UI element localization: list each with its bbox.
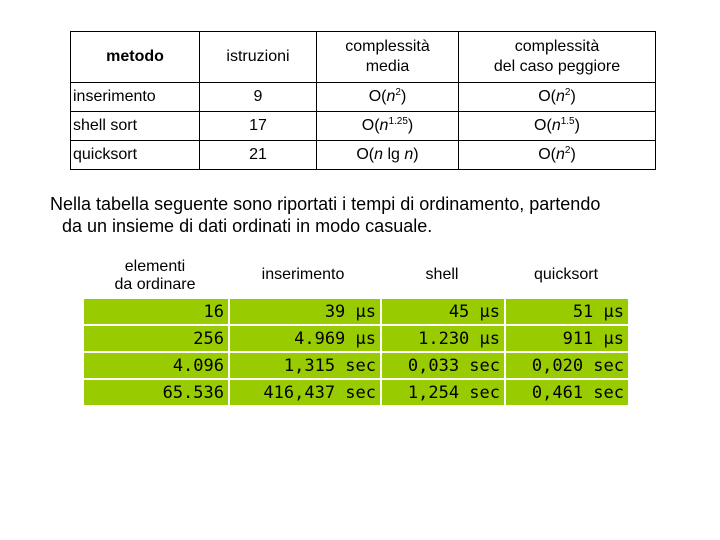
shell-time-cell: 1,254 sec [381, 379, 505, 406]
header-metodo: metodo [71, 32, 200, 83]
complexity-suffix: ) [407, 117, 414, 134]
complexity-suffix: ) [413, 146, 419, 163]
complexity-exponent: 2 [395, 87, 401, 98]
table-row [71, 141, 656, 170]
shell-time-cell: 1.230 µs [381, 325, 505, 352]
complexity-var: n [555, 146, 565, 163]
instructions-cell: 21 [200, 141, 317, 170]
complexity-prefix: O( [534, 117, 552, 134]
quicksort-time-cell: 0,020 sec [505, 352, 629, 379]
description-paragraph [50, 193, 690, 237]
shell-time-cell: 0,033 sec [381, 352, 505, 379]
header-complessita-peggiore: complessità del caso peggiore [459, 32, 656, 83]
method-cell: inserimento [71, 83, 200, 112]
header-istruzioni: istruzioni [200, 32, 317, 83]
method-cell: quicksort [71, 141, 200, 170]
size-cell: 65.536 [83, 379, 229, 406]
instructions-cell: 9 [200, 83, 317, 112]
complexity-var: n [379, 117, 389, 134]
table-row [83, 379, 629, 406]
complexity-table [70, 31, 656, 170]
header-elementi: elementi da ordinare [114, 258, 196, 293]
worst-complexity-cell [459, 112, 656, 141]
timing-table-header [82, 256, 632, 300]
insertion-time-cell: 4.969 µs [229, 325, 381, 352]
complexity-exponent: 2 [564, 145, 571, 156]
complexity-suffix: ) [574, 117, 580, 134]
complexity-prefix: O( [368, 88, 387, 105]
complexity-log: lg [383, 146, 405, 163]
quicksort-time-cell: 51 µs [505, 299, 629, 325]
table-row [83, 299, 629, 325]
header-complessita-media: complessità media [317, 32, 459, 83]
worst-complexity-cell [459, 141, 656, 170]
table-row [71, 83, 656, 112]
quicksort-time-cell: 0,461 sec [505, 379, 629, 406]
complexity-var: n [386, 88, 396, 105]
complexity-exponent: 1.5 [560, 116, 575, 127]
shell-time-cell: 45 µs [381, 299, 505, 325]
insertion-time-cell: 416,437 sec [229, 379, 381, 406]
insertion-time-cell: 39 µs [229, 299, 381, 325]
method-cell: shell sort [71, 112, 200, 141]
worst-complexity-cell [459, 83, 656, 112]
insertion-time-cell: 1,315 sec [229, 352, 381, 379]
table-row [83, 325, 629, 352]
header-shell: shell [425, 266, 459, 283]
avg-complexity-cell [317, 141, 459, 170]
complexity-exponent: 1.25 [388, 116, 408, 127]
header-inserimento: inserimento [261, 266, 345, 283]
complexity-var: n [374, 146, 384, 163]
table-row [71, 112, 656, 141]
quicksort-time-cell: 911 µs [505, 325, 629, 352]
instructions-cell: 17 [200, 112, 317, 141]
timing-table [82, 299, 630, 407]
complexity-prefix: O( [361, 117, 380, 134]
complexity-header-row [71, 32, 656, 83]
complexity-var: n [551, 117, 561, 134]
complexity-suffix: ) [570, 88, 576, 105]
avg-complexity-cell [317, 112, 459, 141]
complexity-prefix: O( [538, 88, 556, 105]
complexity-prefix: O( [356, 146, 375, 163]
header-quicksort: quicksort [533, 266, 599, 283]
avg-complexity-cell [317, 83, 459, 112]
paragraph-line-2: da un insieme di dati ordinati in modo casuale. [62, 216, 433, 236]
complexity-suffix: ) [570, 146, 576, 163]
complexity-var: n [404, 146, 414, 163]
complexity-exponent: 2 [564, 87, 571, 98]
paragraph-line-1: Nella tabella seguente sono riportati i tempi di ordinamento, partendo [50, 194, 601, 214]
complexity-var: n [555, 88, 565, 105]
size-cell: 16 [83, 299, 229, 325]
complexity-suffix: ) [400, 88, 407, 105]
complexity-prefix: O( [538, 146, 556, 163]
size-cell: 4.096 [83, 352, 229, 379]
table-row [83, 352, 629, 379]
size-cell: 256 [83, 325, 229, 352]
